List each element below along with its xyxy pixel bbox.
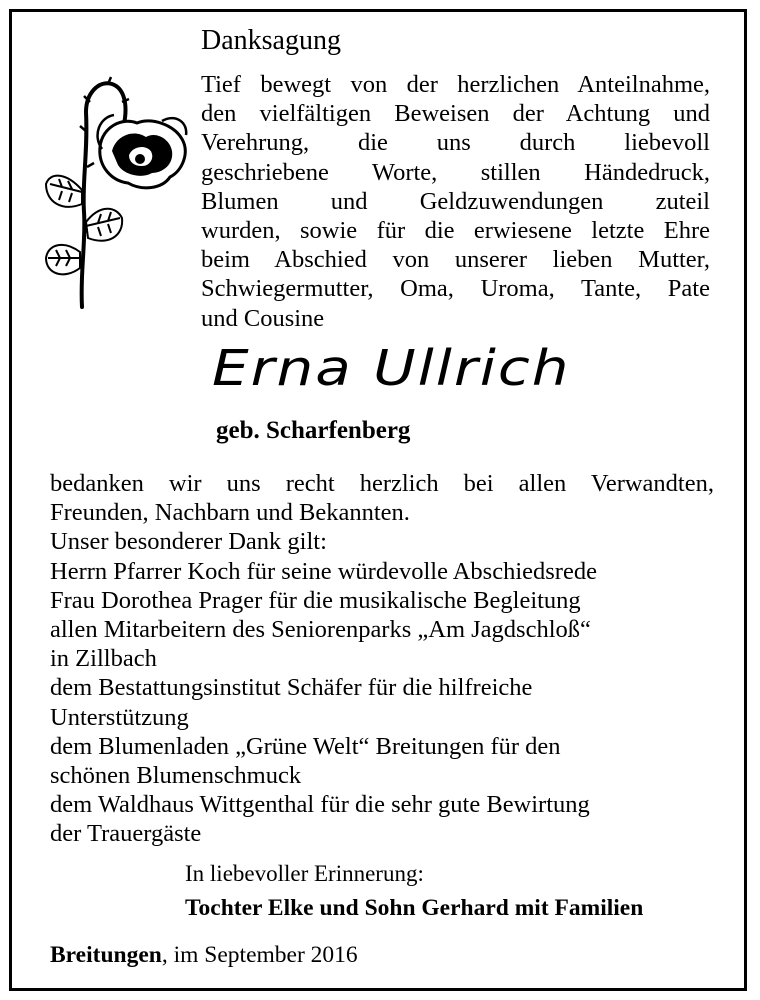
- body-line: der Trauergäste: [50, 820, 202, 848]
- intro-line: den vielfältigen Beweisen der Achtung und: [201, 100, 710, 128]
- body-line: dem Bestattungsinstitut Schäfer für die hilfreiche: [50, 674, 533, 702]
- body-line: allen Mitarbeitern des Seniorenparks „Am Jagdschloß“: [50, 616, 591, 644]
- body-line: Freunden, Nachbarn und Bekannten.: [50, 499, 410, 527]
- intro-line: und Cousine: [201, 304, 325, 332]
- rose-icon: [42, 72, 192, 322]
- intro-line: Tief bewegt von der herzlichen Anteilnahme,: [201, 71, 710, 98]
- intro-paragraph: [201, 70, 710, 333]
- body-line: Herrn Pfarrer Koch für seine würdevolle Abschiedsrede: [50, 557, 597, 585]
- intro-line: Verehrung, die uns durch liebevoll: [201, 129, 710, 157]
- birth-name: geb. Scharfenberg: [216, 417, 411, 444]
- body-line: Frau Dorothea Prager für die musikalische Begleitung: [50, 586, 581, 614]
- body-line: Unser besonderer Dank gilt:: [50, 528, 327, 556]
- body-line: Unterstützung: [50, 703, 189, 731]
- body-line: dem Blumenladen „Grüne Welt“ Breitungen für den: [50, 732, 561, 760]
- intro-line: Blumen und Geldzuwendungen zuteil: [201, 187, 710, 215]
- deceased-name: Erna Ullrich: [212, 338, 571, 397]
- intro-line: Schwiegermutter, Oma, Uroma, Tante, Pate: [201, 275, 710, 303]
- body-line: dem Waldhaus Wittgenthal für die sehr gute Bewirtung: [50, 791, 590, 819]
- place-name: Breitungen: [50, 942, 162, 968]
- date-text: , im September 2016: [161, 942, 358, 968]
- body-line: bedanken wir uns recht herzlich bei allen Verwandten,: [50, 470, 714, 497]
- body-line: in Zillbach: [50, 645, 157, 673]
- memory-line: In liebevoller Erinnerung:: [185, 861, 424, 886]
- body-line: schönen Blumenschmuck: [50, 762, 302, 790]
- family-signature: Tochter Elke und Sohn Gerhard mit Familien: [185, 895, 644, 921]
- notice-heading: Danksagung: [201, 25, 341, 56]
- intro-line: beim Abschied von unserer lieben Mutter,: [201, 246, 710, 274]
- thanks-paragraph: [50, 469, 714, 849]
- intro-line: wurden, sowie für die erwiesene letzte Ehre: [201, 217, 710, 245]
- intro-line: geschriebene Worte, stillen Händedruck,: [201, 158, 710, 186]
- place-date: [50, 941, 358, 969]
